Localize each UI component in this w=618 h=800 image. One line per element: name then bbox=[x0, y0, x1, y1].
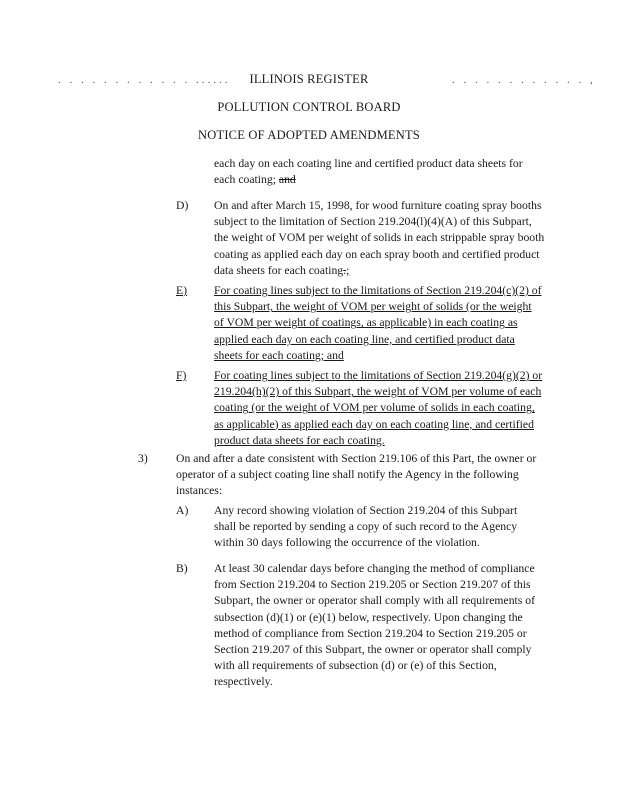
header-right-dots: . . . . . . . . . . . . , bbox=[452, 74, 596, 86]
item-e-paragraph: For coating lines subject to the limitations of Section 219.204(c)(2) of this Subpart, the weight of VOM per weight of solids (or the weight of VOM per weight of coatings, as applicable) in each coating as applied each day on each coating line, and certified product data sheets for each coating; and bbox=[214, 284, 542, 362]
item-3b-paragraph: At least 30 calendar days before changing the method of compliance from Section 219.204 to Section 219.205 or Section 219.207 of this Subpart, the owner or operator shall comply with all requirements of subsection (d)(1) or (e)(1) below, respectively. Upon changing the method of compliance from Section 219.204 to Section 219.205 or Section 219.207 of this Subpart, the owner or operator shall comply with all requirements of subsection (d) or (e) of this Section, respectively. bbox=[214, 562, 535, 689]
item-3b-label: B) bbox=[176, 562, 188, 575]
item-d-label: D) bbox=[176, 199, 189, 212]
register-title: ILLINOIS REGISTER bbox=[249, 72, 369, 86]
item-d-added-semicolon: ; bbox=[346, 263, 350, 277]
board-title: POLLUTION CONTROL BOARD bbox=[217, 100, 401, 114]
item-3-paragraph: On and after a date consistent with Section 219.106 of this Part, the owner or operator of a subject coating line shall notify the Agency in the following instances: bbox=[176, 452, 537, 498]
item-d-text: On and after March 15, 1998, for wood furniture coating spray booths subject to the limitation of Section 219.204(l)(4)(A) of this Subpart, the weight of VOM per weight of solids in each strippable spray booth coating as applied each day on each spray booth and certified product data sheets for each coating bbox=[214, 199, 545, 277]
header-left-dots: . . . . . . . . . . . . ...... bbox=[58, 74, 231, 86]
item-d-paragraph bbox=[214, 198, 546, 279]
carryover-text: each day on each coating line and certified product data sheets for each coating; bbox=[214, 157, 523, 187]
item-3a-label: A) bbox=[176, 504, 189, 517]
carryover-deleted-word: and bbox=[278, 173, 296, 187]
item-f-label: F) bbox=[176, 369, 187, 382]
item-3a-paragraph: Any record showing violation of Section 219.204 of this Subpart shall be reported by sending a copy of such record to the Agency within 30 days following the occurrence of the violation. bbox=[214, 504, 518, 550]
item-e-label: E) bbox=[176, 284, 188, 297]
carryover-paragraph bbox=[214, 156, 540, 188]
notice-title: NOTICE OF ADOPTED AMENDMENTS bbox=[198, 128, 420, 142]
item-f-paragraph: For coating lines subject to the limitations of Section 219.204(g)(2) or 219.204(h)(2) of this Subpart, the weight of VOM per volume of each coating (or the weight of VOM per volume of solids in each coating, as applicable) as applied each day on each coating line, and certified product data sheets for each coating. bbox=[214, 369, 543, 447]
item-d-deleted-period: . bbox=[343, 263, 347, 277]
item-3-label: 3) bbox=[138, 452, 148, 465]
